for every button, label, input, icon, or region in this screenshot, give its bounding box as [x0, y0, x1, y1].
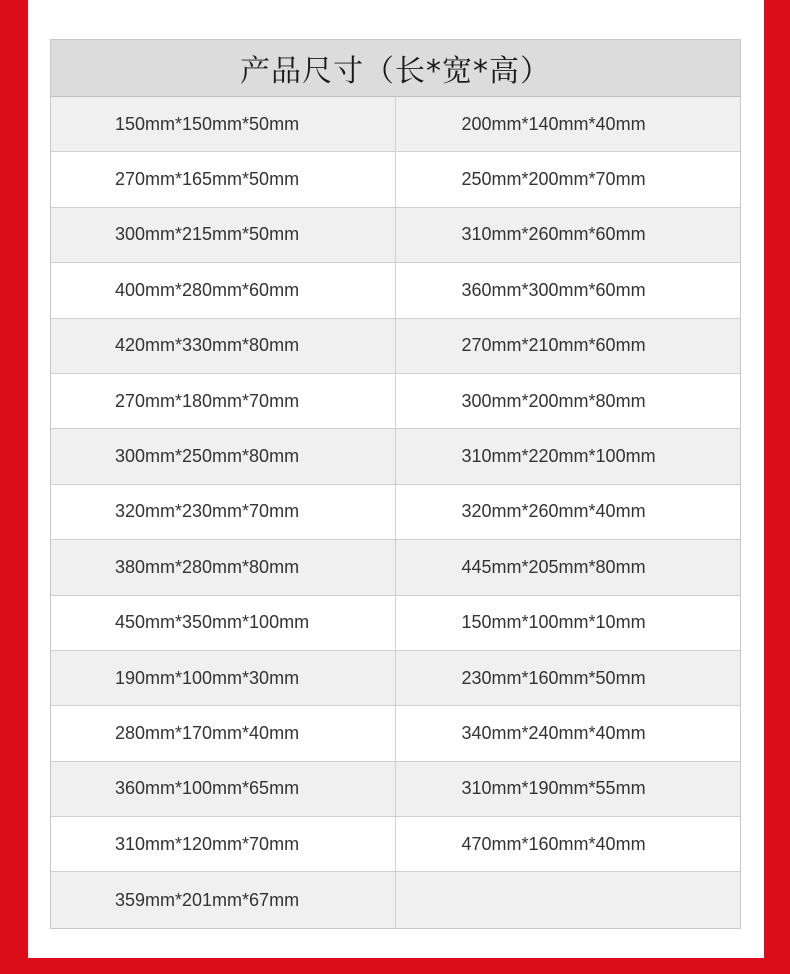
table-title: 产品尺寸（长*宽*高）: [51, 40, 740, 97]
table-row: [51, 596, 740, 651]
table-row: [51, 208, 740, 263]
size-cell-right: 310mm*260mm*60mm: [461, 224, 646, 245]
table-row: [51, 651, 740, 706]
size-cell-right: [396, 872, 741, 927]
table-body: [51, 97, 740, 928]
size-cell-right: 445mm*205mm*80mm: [461, 556, 646, 577]
table-row: [51, 319, 740, 374]
size-cell-right: 250mm*200mm*70mm: [461, 169, 646, 190]
red-frame-right: [764, 0, 790, 974]
red-frame-bottom: [0, 958, 790, 974]
size-cell-left: 190mm*100mm*30mm: [51, 651, 396, 705]
size-cell-right: 320mm*260mm*40mm: [461, 501, 646, 522]
size-table: [50, 39, 741, 929]
table-row: [51, 97, 740, 152]
size-cell-right: 300mm*200mm*80mm: [461, 390, 646, 411]
size-cell-left: 420mm*330mm*80mm: [51, 319, 396, 373]
table-row: [51, 374, 740, 429]
size-cell-right: 310mm*220mm*100mm: [461, 446, 656, 467]
red-frame-left: [0, 0, 28, 974]
table-row: [51, 817, 740, 872]
size-cell-right: 470mm*160mm*40mm: [461, 833, 646, 854]
table-row: [51, 263, 740, 318]
size-cell-right: 230mm*160mm*50mm: [461, 667, 646, 688]
size-cell-right: 200mm*140mm*40mm: [461, 113, 646, 134]
size-cell-left: 450mm*350mm*100mm: [51, 596, 396, 650]
size-cell-left: 320mm*230mm*70mm: [51, 485, 396, 539]
table-row: [51, 706, 740, 761]
size-cell-right: 150mm*100mm*10mm: [461, 612, 646, 633]
table-row: [51, 429, 740, 484]
table-row: [51, 872, 740, 927]
size-cell-left: 270mm*165mm*50mm: [51, 152, 396, 206]
size-cell-left: 359mm*201mm*67mm: [51, 872, 396, 927]
size-cell-left: 380mm*280mm*80mm: [51, 540, 396, 594]
size-cell-left: 360mm*100mm*65mm: [51, 762, 396, 816]
table-row: [51, 152, 740, 207]
size-cell-left: 270mm*180mm*70mm: [51, 374, 396, 428]
size-cell-left: 310mm*120mm*70mm: [51, 817, 396, 871]
size-cell-left: 150mm*150mm*50mm: [51, 97, 396, 151]
size-cell-left: 280mm*170mm*40mm: [51, 706, 396, 760]
table-row: [51, 485, 740, 540]
size-cell-left: 300mm*215mm*50mm: [51, 208, 396, 262]
size-cell-right: 360mm*300mm*60mm: [461, 279, 646, 300]
table-row: [51, 540, 740, 595]
size-cell-right: 310mm*190mm*55mm: [461, 778, 646, 799]
size-cell-right: 270mm*210mm*60mm: [461, 335, 646, 356]
size-cell-left: 400mm*280mm*60mm: [51, 263, 396, 317]
table-row: [51, 762, 740, 817]
size-cell-left: 300mm*250mm*80mm: [51, 429, 396, 483]
size-cell-right: 340mm*240mm*40mm: [461, 722, 646, 743]
